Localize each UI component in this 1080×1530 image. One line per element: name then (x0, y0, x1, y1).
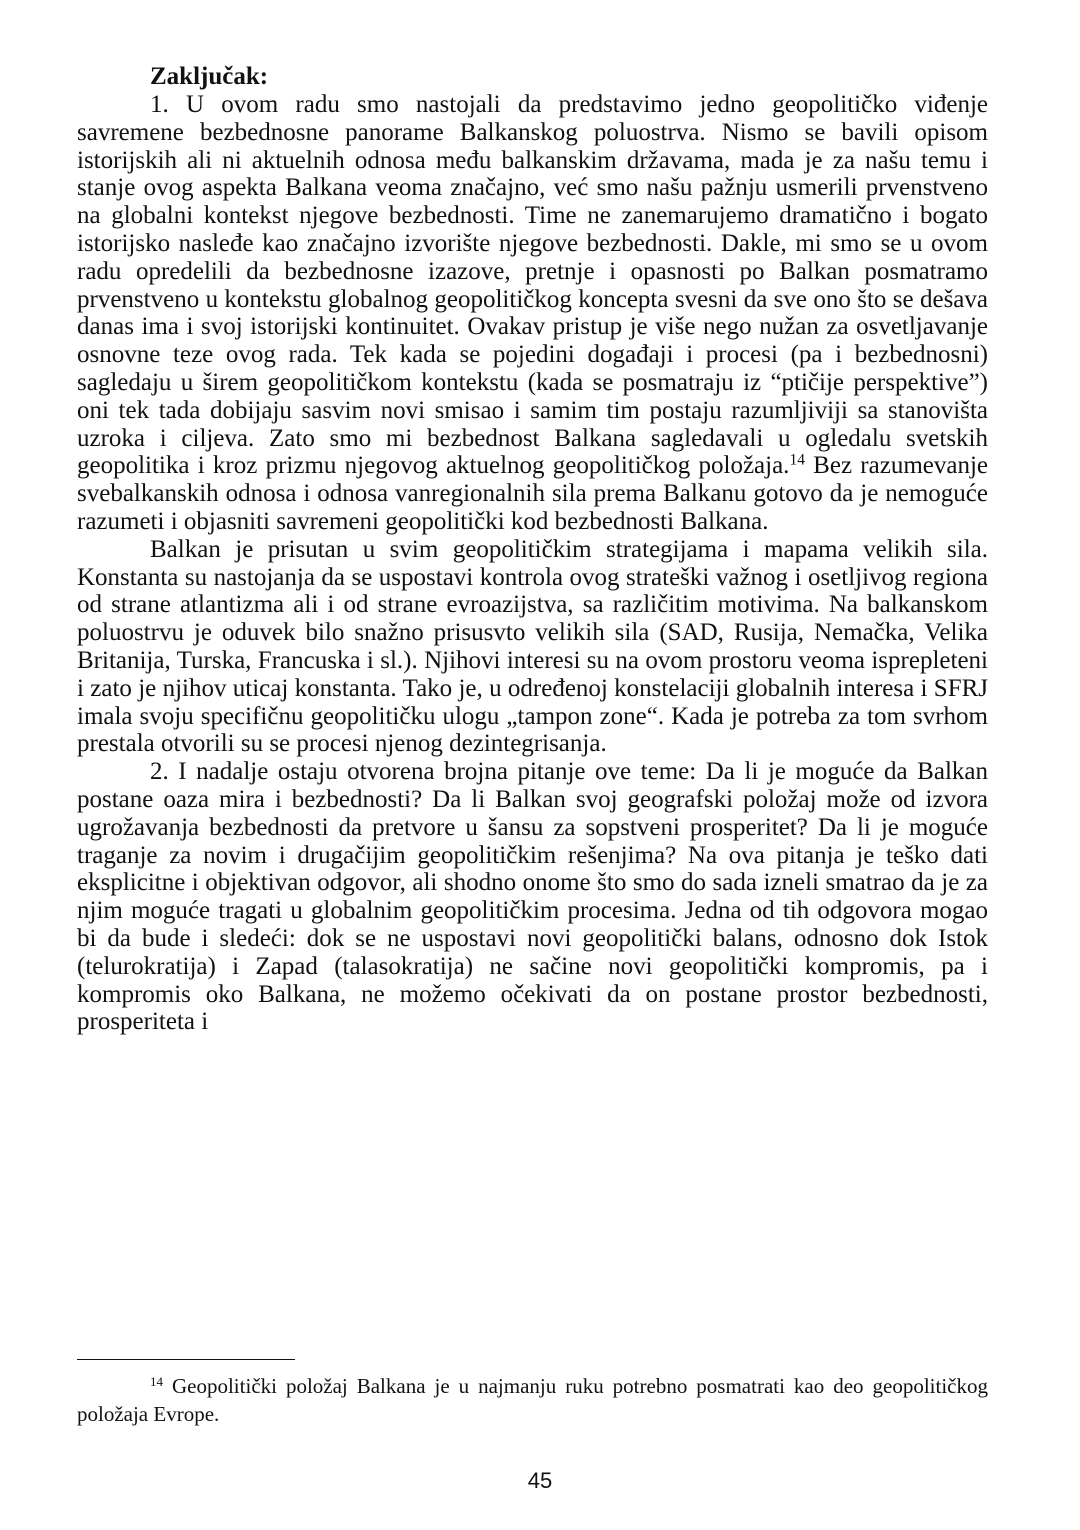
footnote-reference[interactable]: 14 (789, 451, 805, 469)
footnote (77, 1372, 988, 1428)
footnote-separator (77, 1359, 295, 1360)
section-heading: Zaključak: (150, 63, 269, 90)
paragraph-2: Balkan je prisutan u svim geopolitičkim strategijama i mapama velikih sila. Konstanta su nastojanja da se uspostavi kontrola ovog strateški važnog i osetljivog regiona od strane atlantizma ali i od strane evroazijstva, sa različitim motivima. Na balkanskom poluostrvu je oduvek bilo snažno prisusvto velikih sila (SAD, Rusija, Nemačka, Velika Britanija, Turska, Francuska i sl.). Njihovi interesi su na ovom prostoru veoma isprepleteni i zato je njihov uticaj konstanta. Tako je, u određenoj konstelaciji globalnih interesa i SFRJ imala svoju specifičnu geopolitičku ulogu „tampon zone“. Kada je potreba za tom svrhom prestala otvorili su se procesi njenog dezintegrisanja. (77, 535, 988, 758)
page-number: 45 (527, 1468, 553, 1493)
footnote-text: Geopolitički položaj Balkana je u najmanju ruku potrebno posmatrati kao deo geopolitičkog položaja Evrope. (77, 1374, 988, 1426)
page-body (77, 62, 988, 1036)
footnote-number: 14 (150, 1373, 164, 1389)
paragraph-1-text-start: 1. U ovom radu smo nastojali da predstavimo jedno geopolitičko viđenje savremene bezbednosne panorame Balkanskog poluostrva. Nismo se bavili opisom istorijskih ali ni aktuelnih odnosa među balkanskim državama, mada je za našu temu i stanje ovog aspekta Balkana veoma značajno, već smo našu pažnju usmerili prvenstveno na globalni kontekst njegove bezbednosti. Time ne zanemarujemo dramatično i bogato istorijsko nasleđe kao značajno izvorište njegove bezbednosti. Dakle, mi smo se u ovom radu opredelili da bezbednosne izazove, pretnje i opasnosti po Balkan posmatramo prvenstveno u kontekstu globalnog geopolitičkog koncepta svesni da sve ono što se dešava danas ima i svoj istorijski kontinuitet. Ovakav pristup je više nego nužan za osvetljavanje osnovne teze ovog rada. Tek kada se pojedini događaji i procesi (pa i bezbednosni) sagledaju u širem geopolitičkom kontekstu (kada se posmatraju iz “ptičije perspektive”) oni tek tada dobijaju sasvim novi smisao i samim tim postaju razumljiviji sa stanovišta uzroka i ciljeva. Zato smo mi bezbednost Balkana sagledavali u ogledalu svetskih geopolitika i kroz prizmu njegovog aktuelnog geopolitičkog položaja. (77, 91, 988, 480)
paragraph-1 (77, 91, 988, 536)
paragraph-1-text-end: Bez razumevanje svebalkanskih odnosa i odnosa vanregionalnih sila prema Balkanu gotovo da je nemoguće razumeti i objasniti savremeni geopolitički kod bezbednosti Balkana. (77, 452, 988, 535)
paragraph-3: 2. I nadalje ostaju otvorena brojna pitanje ove teme: Da li je moguće da Balkan postane oaza mira i bezbednosti? Da li Balkan svoj geografski položaj može od izvora ugrožavanja bezbednosti da pretvore u šansu za sopstveni prosperitet? Da li je moguće traganje za novim i drugačijim geopolitičkim rešenjima? Na ova pitanja je teško dati eksplicitne i objektivan odgovor, ali shodno onome što smo do sada izneli smatrao da je za njim moguće tragati u globalnim geopolitičkim procesima. Jedna od tih odgovora mogao bi da bude i sledeći: dok se ne uspostavi novi geopolitički balans, odnosno dok Istok (telurokratija) i Zapad (talasokratija) ne sačine novi geopolitički kompromis, pa i kompromis oko Balkana, ne možemo očekivati da on postane prostor bezbednosti, prosperiteta i (77, 758, 988, 1036)
